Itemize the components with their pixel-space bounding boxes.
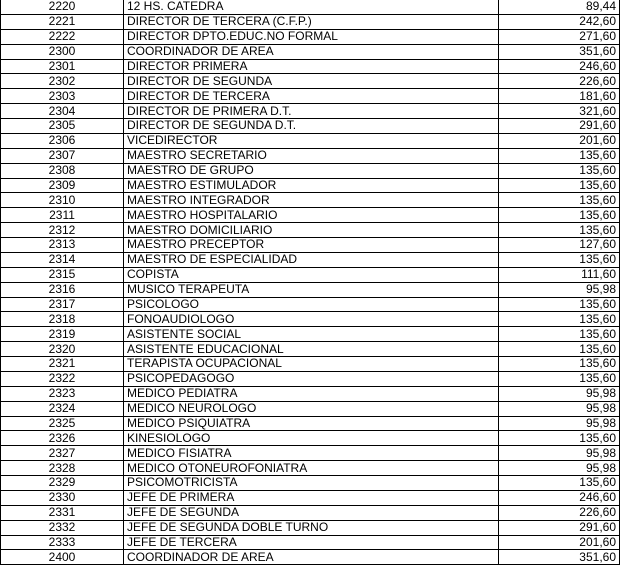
table-row (1, 297, 620, 312)
table-row (1, 238, 620, 253)
position-code: 2309 (1, 178, 124, 193)
position-description: MAESTRO PRECEPTOR (124, 238, 499, 253)
position-amount: 135,60 (499, 357, 620, 372)
position-description: MEDICO PSIQUIATRA (124, 416, 499, 431)
table-row (1, 282, 620, 297)
position-description: COORDINADOR DE AREA (124, 44, 499, 59)
table-row (1, 193, 620, 208)
position-amount: 135,60 (499, 371, 620, 386)
table-row (1, 476, 620, 491)
position-code: 2301 (1, 59, 124, 74)
table-row (1, 29, 620, 44)
position-code: 2308 (1, 163, 124, 178)
table-row (1, 59, 620, 74)
position-description: MAESTRO DE GRUPO (124, 163, 499, 178)
position-amount: 135,60 (499, 312, 620, 327)
table-row (1, 490, 620, 505)
position-description: DIRECTOR PRIMERA (124, 59, 499, 74)
table-row (1, 327, 620, 342)
position-description: MAESTRO ESTIMULADOR (124, 178, 499, 193)
position-description: ASISTENTE EDUCACIONAL (124, 342, 499, 357)
table-row (1, 0, 620, 14)
table-row (1, 386, 620, 401)
position-description: JEFE DE TERCERA (124, 535, 499, 550)
salary-table-body (1, 0, 620, 565)
position-code: 2315 (1, 267, 124, 282)
position-amount: 95,98 (499, 282, 620, 297)
position-description: MAESTRO DOMICILIARIO (124, 223, 499, 238)
position-description: COORDINADOR DE AREA (124, 550, 499, 565)
table-row (1, 148, 620, 163)
position-amount: 201,60 (499, 535, 620, 550)
position-code: 2327 (1, 446, 124, 461)
position-amount: 135,60 (499, 327, 620, 342)
position-amount: 226,60 (499, 505, 620, 520)
table-row (1, 267, 620, 282)
position-amount: 111,60 (499, 267, 620, 282)
table-row (1, 461, 620, 476)
position-description: MAESTRO HOSPITALARIO (124, 208, 499, 223)
position-amount: 135,60 (499, 431, 620, 446)
position-description: TERAPISTA OCUPACIONAL (124, 357, 499, 372)
position-code: 2330 (1, 490, 124, 505)
position-description: DIRECTOR DE SEGUNDA D.T. (124, 119, 499, 134)
table-row (1, 550, 620, 565)
table-row (1, 416, 620, 431)
position-code: 2317 (1, 297, 124, 312)
position-code: 2310 (1, 193, 124, 208)
position-description: MAESTRO SECRETARIO (124, 148, 499, 163)
position-code: 2313 (1, 238, 124, 253)
position-code: 2400 (1, 550, 124, 565)
position-amount: 246,60 (499, 59, 620, 74)
position-code: 2304 (1, 104, 124, 119)
table-row (1, 535, 620, 550)
position-description: DIRECTOR DPTO.EDUC.NO FORMAL (124, 29, 499, 44)
position-amount: 95,98 (499, 446, 620, 461)
position-code: 2311 (1, 208, 124, 223)
position-amount: 135,60 (499, 252, 620, 267)
position-code: 2302 (1, 74, 124, 89)
position-code: 2321 (1, 357, 124, 372)
position-code: 2318 (1, 312, 124, 327)
position-amount: 135,60 (499, 342, 620, 357)
table-row (1, 505, 620, 520)
position-amount: 135,60 (499, 148, 620, 163)
position-description: PSICOMOTRICISTA (124, 476, 499, 491)
position-description: VICEDIRECTOR (124, 133, 499, 148)
position-code: 2329 (1, 476, 124, 491)
position-code: 2312 (1, 223, 124, 238)
position-description: PSICOLOGO (124, 297, 499, 312)
position-description: DIRECTOR DE SEGUNDA (124, 74, 499, 89)
table-row (1, 14, 620, 29)
position-description: MEDICO NEUROLOGO (124, 401, 499, 416)
table-row (1, 252, 620, 267)
position-amount: 201,60 (499, 133, 620, 148)
position-description: KINESIOLOGO (124, 431, 499, 446)
table-row (1, 119, 620, 134)
position-amount: 242,60 (499, 14, 620, 29)
position-description: 12 HS. CATEDRA (124, 0, 499, 14)
position-description: JEFE DE SEGUNDA (124, 505, 499, 520)
position-description: MEDICO FISIATRA (124, 446, 499, 461)
position-amount: 291,60 (499, 520, 620, 535)
position-code: 2333 (1, 535, 124, 550)
position-code: 2314 (1, 252, 124, 267)
table-row (1, 371, 620, 386)
position-amount: 135,60 (499, 163, 620, 178)
position-amount: 351,60 (499, 44, 620, 59)
position-code: 2332 (1, 520, 124, 535)
position-amount: 135,60 (499, 476, 620, 491)
position-amount: 95,98 (499, 461, 620, 476)
position-code: 2307 (1, 148, 124, 163)
position-description: ASISTENTE SOCIAL (124, 327, 499, 342)
position-description: DIRECTOR DE TERCERA (124, 89, 499, 104)
table-row (1, 223, 620, 238)
position-amount: 135,60 (499, 297, 620, 312)
position-code: 2323 (1, 386, 124, 401)
position-amount: 135,60 (499, 208, 620, 223)
position-amount: 181,60 (499, 89, 620, 104)
table-row (1, 89, 620, 104)
position-description: COPISTA (124, 267, 499, 282)
position-code: 2319 (1, 327, 124, 342)
table-row (1, 446, 620, 461)
table-row (1, 342, 620, 357)
position-code: 2222 (1, 29, 124, 44)
table-row (1, 208, 620, 223)
table-row (1, 520, 620, 535)
position-amount: 95,98 (499, 401, 620, 416)
position-code: 2221 (1, 14, 124, 29)
table-row (1, 133, 620, 148)
position-description: JEFE DE PRIMERA (124, 490, 499, 505)
position-code: 2328 (1, 461, 124, 476)
position-description: JEFE DE SEGUNDA DOBLE TURNO (124, 520, 499, 535)
position-code: 2220 (1, 0, 124, 14)
position-description: DIRECTOR DE PRIMERA D.T. (124, 104, 499, 119)
position-amount: 271,60 (499, 29, 620, 44)
position-amount: 321,60 (499, 104, 620, 119)
position-description: MUSICO TERAPEUTA (124, 282, 499, 297)
position-code: 2320 (1, 342, 124, 357)
position-code: 2325 (1, 416, 124, 431)
position-code: 2303 (1, 89, 124, 104)
position-amount: 89,44 (499, 0, 620, 14)
position-description: FONOAUDIOLOGO (124, 312, 499, 327)
position-amount: 351,60 (499, 550, 620, 565)
table-row (1, 357, 620, 372)
position-description: MEDICO PEDIATRA (124, 386, 499, 401)
position-code: 2305 (1, 119, 124, 134)
position-code: 2331 (1, 505, 124, 520)
position-description: DIRECTOR DE TERCERA (C.F.P.) (124, 14, 499, 29)
position-code: 2306 (1, 133, 124, 148)
position-code: 2326 (1, 431, 124, 446)
position-amount: 95,98 (499, 416, 620, 431)
position-description: PSICOPEDAGOGO (124, 371, 499, 386)
table-row (1, 312, 620, 327)
position-amount: 291,60 (499, 119, 620, 134)
position-code: 2322 (1, 371, 124, 386)
position-amount: 135,60 (499, 193, 620, 208)
position-description: MAESTRO INTEGRADOR (124, 193, 499, 208)
position-amount: 246,60 (499, 490, 620, 505)
position-amount: 95,98 (499, 386, 620, 401)
position-code: 2316 (1, 282, 124, 297)
table-row (1, 431, 620, 446)
position-code: 2324 (1, 401, 124, 416)
table-row (1, 163, 620, 178)
position-description: MEDICO OTONEUROFONIATRA (124, 461, 499, 476)
position-amount: 135,60 (499, 223, 620, 238)
position-code: 2300 (1, 44, 124, 59)
table-row (1, 74, 620, 89)
table-row (1, 44, 620, 59)
position-amount: 226,60 (499, 74, 620, 89)
position-amount: 135,60 (499, 178, 620, 193)
table-row (1, 178, 620, 193)
table-row (1, 104, 620, 119)
position-description: MAESTRO DE ESPECIALIDAD (124, 252, 499, 267)
position-amount: 127,60 (499, 238, 620, 253)
table-row (1, 401, 620, 416)
